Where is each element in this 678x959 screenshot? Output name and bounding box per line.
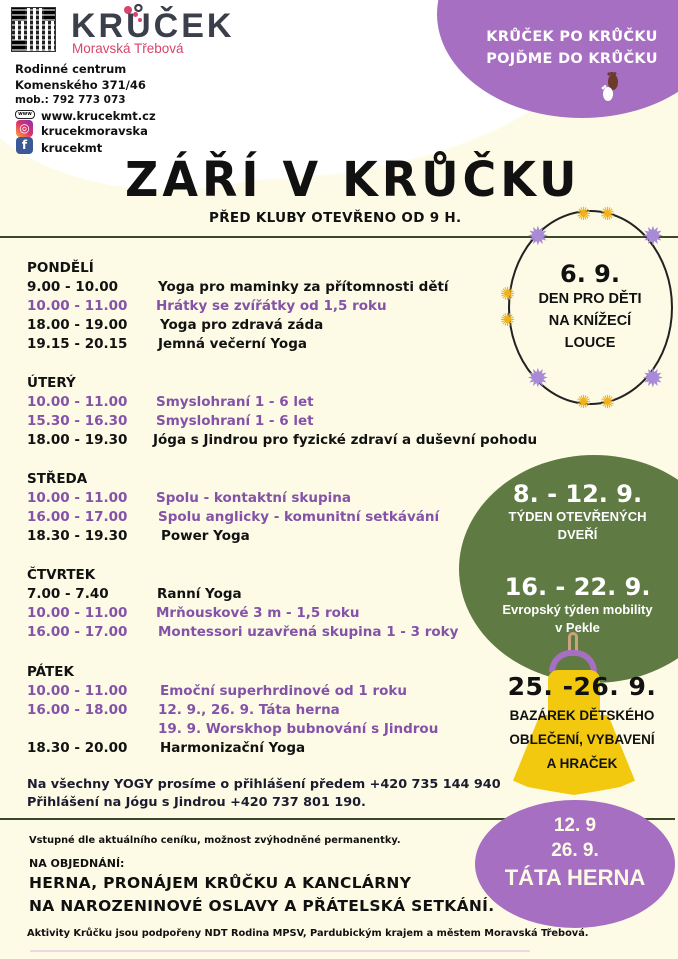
flower-icon: ✹ [527,222,549,252]
event-date: 8. - 12. 9. [512,480,643,508]
row-activity: Ranní Yoga [157,586,242,602]
event-tata-herna [475,813,675,893]
support-note: Aktivity Krůčku jsou podpořeny NDT Rodina MPSV, Pardubickým krajem a městem Moravská Třebová. [27,928,589,939]
event-desc-line: DVEŘÍ [557,527,598,542]
event-desc-line: DEN PRO DĚTI [538,291,642,307]
event-desc-line: LOUCE [564,335,616,351]
event-desc-line: A HRAČEK [546,756,618,771]
row-activity: Spolu - kontaktní skupina [156,490,351,506]
row-time: 19.15 - 20.15 [27,336,128,352]
logo-wordmark: KRŮČEK [71,7,235,45]
yoga-signup-note: Na všechny YOGY prosíme o přihlášení předem +420 735 144 940 [27,777,501,792]
pricing-note: Vstupné dle aktuálního ceníku, možnost zvýhodněné permanentky. [29,835,401,846]
qr-code-icon[interactable] [11,7,56,52]
event-title: TÁTA HERNA [504,865,646,890]
order-line-2: NA NAROZENINOVÉ OSLAVY A PŘÁTELSKÁ SETKÁNÍ. [29,897,495,915]
order-line-1: HERNA, PRONÁJEM KRŮČKU A KANCLÁRNY [29,874,412,892]
row-time: 7.00 - 7.40 [27,586,109,602]
website-link[interactable]: www.krucekmt.cz [41,109,156,123]
event-date: 6. 9. [560,260,620,288]
flower-icon: ✺ [600,204,616,225]
row-time: 10.00 - 11.00 [27,683,128,699]
row-time: 10.00 - 11.00 [27,394,128,410]
row-time: 18.30 - 20.00 [27,740,128,756]
row-activity: Emoční superhrdinové od 1 roku [160,683,407,699]
event-mobility-week [470,573,678,637]
event-desc-line: TÝDEN OTEVŘENÝCH [508,509,647,524]
row-activity: Jóga s Jindrou pro fyzické zdraví a duševní pohodu [153,432,538,448]
row-time: 10.00 - 11.00 [27,490,128,506]
event-date: 16. - 22. 9. [504,573,651,601]
event-date: 12. 9 [553,815,597,836]
row-time: 18.30 - 19.30 [27,528,128,544]
flower-icon: ✺ [576,204,592,225]
day-heading-wednesday: STŘEDA [27,471,88,487]
page-title: ZÁŘÍ V KRŮČKU [125,150,581,208]
instagram-link[interactable]: krucekmoravska [41,124,148,138]
row-time: 16.00 - 17.00 [27,509,128,525]
flower-icon: ✺ [576,392,592,413]
facebook-icon: f [16,137,33,154]
day-heading-friday: PÁTEK [27,664,74,680]
row-activity: Montessori uzavřená skupina 1 - 3 roky [158,624,459,640]
instagram-icon: ◎ [16,120,33,137]
page-subtitle: PŘED KLUBY OTEVŘENO OD 9 H. [209,210,462,226]
flower-icon: ✹ [642,222,664,252]
event-desc-line: BAZÁREK DĚTSKÉHO [509,708,655,723]
row-time: 10.00 - 11.00 [27,605,128,621]
row-activity: Yoga pro maminky za přítomnosti dětí [158,279,449,295]
facebook-link[interactable]: krucekmt [41,141,103,155]
row-time: 10.00 - 11.00 [27,298,128,314]
slogan-line-2: POJĎME DO KRŮČKU [486,51,658,67]
slogan [457,26,678,70]
row-time: 9.00 - 10.00 [27,279,119,295]
center-address: Komenského 371/46 [15,78,146,92]
day-heading-monday: PONDĚLÍ [27,260,94,276]
event-date: 25. -26. 9. [507,672,657,701]
flower-icon: ✹ [642,364,664,394]
day-heading-thursday: ČTVRTEK [27,567,96,583]
row-time: 15.30 - 16.30 [27,413,128,429]
event-date: 26. 9. [551,840,599,861]
row-activity: 19. 9. Worskhop bubnování s Jindrou [158,721,439,737]
flower-icon: ✺ [500,284,516,305]
row-time: 18.00 - 19.30 [27,432,128,448]
day-heading-tuesday: ÚTERÝ [27,375,76,391]
flower-icon: ✹ [527,364,549,394]
row-activity: 12. 9., 26. 9. Táta herna [158,702,340,718]
row-activity: Power Yoga [161,528,250,544]
hanger-hook-icon [568,632,578,652]
row-activity: Jemná večerní Yoga [158,336,307,352]
center-name: Rodinné centrum [15,62,127,76]
event-open-week [470,480,678,544]
row-activity: Harmonizační Yoga [160,740,306,756]
center-phone[interactable]: mob.: 792 773 073 [15,94,126,106]
row-time: 18.00 - 19.00 [27,317,128,333]
row-activity: Hrátky se zvířátky od 1,5 roku [156,298,387,314]
row-activity: Yoga pro zdravá záda [160,317,324,333]
event-bazaar [486,672,678,774]
event-childrens-day [500,260,678,354]
footer-divider [30,950,530,952]
slogan-line-1: KRŮČEK PO KRŮČKU [486,29,658,45]
event-desc-line: OBLEČENÍ, VYBAVENÍ [509,732,655,747]
flower-icon: ✺ [500,310,516,331]
logo-subtitle: Moravská Třebová [72,41,184,56]
event-desc-line: Evropský týden mobility [502,602,653,617]
flower-icon: ✺ [600,392,616,413]
jindra-signup-note: Přihlášení na Jógu s Jindrou +420 737 801 190. [27,795,366,810]
row-time: 16.00 - 18.00 [27,702,128,718]
row-activity: Spolu anglicky - komunitní setkávání [158,509,440,525]
row-activity: Smyslohraní 1 - 6 let [156,394,314,410]
row-time: 16.00 - 17.00 [27,624,128,640]
event-desc-line: NA KNÍŽECÍ [548,313,632,329]
order-label: NA OBJEDNÁNÍ: [29,857,125,870]
event-desc-line: v Pekle [555,620,600,635]
footprints-icon [600,72,622,102]
row-activity: Smyslohraní 1 - 6 let [156,413,314,429]
www-icon: www [15,110,35,119]
row-activity: Mrňouskové 3 m - 1,5 roku [156,605,360,621]
